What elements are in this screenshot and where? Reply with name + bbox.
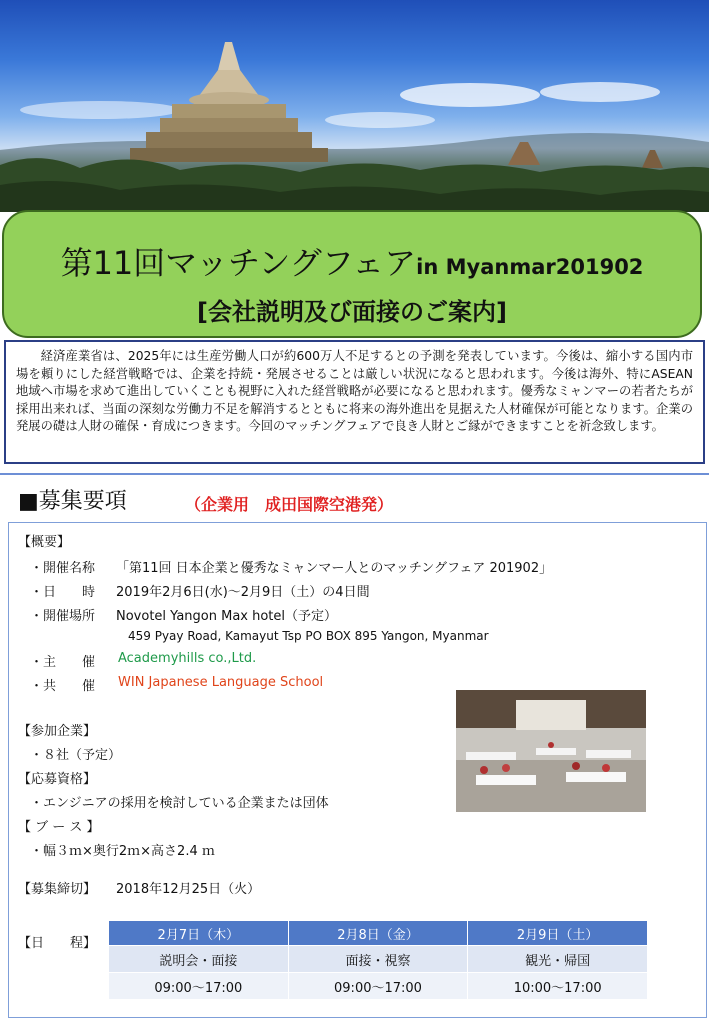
- eligibility-label: 【応募資格】: [18, 772, 97, 787]
- schedule-label: 【日 程】: [18, 936, 97, 951]
- title-main-text: 第11回マッチングフェア: [60, 244, 417, 282]
- title-suffix-text: in Myanmar201902: [416, 255, 644, 279]
- section-heading: ■募集要項: [18, 489, 127, 514]
- event-name-value: 「第11回 日本企業と優秀なミャンマー人とのマッチングフェア 201902」: [116, 561, 553, 576]
- pagoda-landscape-illustration: [0, 0, 709, 212]
- schedule-activity-3: 観光・帰国: [468, 946, 648, 973]
- overview-label: 【概要】: [18, 535, 71, 550]
- deadline-label: 【募集締切】: [18, 882, 97, 897]
- intro-paragraph: 経済産業省は、2025年には生産労働人口が約600万人不足するとの予測を発表しています。今後は、縮小する国内市場を頼りにした経営戦略では、企業を持続・発展させることは厳しい状況になると思われます。今後は海外、特にASEAN地域へ市場を求めて進出していくことも視野に入れた経営戦略が必要になると思われます。優秀なミャンマーの若者たちが採用出来れば、当面の深刻な労働力不足を解消するとともに将来の海外進出を見据えた人材確保が可能となります。企業の発展の礎は人財の確保・育成につきます。今回のマッチングフェアで良き人財とご縁ができますことを祈念致します。: [4, 340, 705, 464]
- deadline-value: 2018年12月25日（火）: [116, 882, 261, 897]
- event-hall-illustration: [456, 690, 646, 812]
- host-label: ・主 催: [30, 655, 96, 670]
- participants-label: 【参加企業】: [18, 724, 97, 739]
- cohost-label: ・共 催: [30, 679, 96, 694]
- schedule-header-row: [109, 921, 648, 946]
- event-date-value: 2019年2月6日(水)～2月9日（土）の4日間: [116, 585, 370, 600]
- venue-value: Novotel Yangon Max hotel（予定）: [116, 609, 338, 624]
- schedule-day-2: 2月8日（金）: [288, 921, 468, 946]
- schedule-table: [108, 920, 648, 1000]
- section-divider: [0, 473, 709, 475]
- eligibility-value: ・エンジニアの採用を検討している企業または団体: [30, 796, 329, 811]
- booth-label: 【 ブ ー ス 】: [18, 820, 100, 835]
- schedule-day-1: 2月7日（木）: [109, 921, 289, 946]
- schedule-time-3: 10:00～17:00: [468, 973, 648, 1000]
- title-box: [2, 210, 702, 338]
- booth-value: ・幅３ｍ×奥行2ｍ×高さ2.4 ｍ: [30, 844, 215, 859]
- event-name-label: ・開催名称: [30, 561, 96, 576]
- schedule-time-2: 09:00～17:00: [288, 973, 468, 1000]
- venue-label: ・開催場所: [30, 609, 96, 624]
- schedule-time-row: [109, 973, 648, 1000]
- participants-value: ・８社（予定）: [30, 748, 122, 763]
- header-banner-image: [0, 0, 709, 212]
- host-value: Academyhills co.,Ltd.: [118, 651, 257, 666]
- schedule-activity-2: 面接・視察: [288, 946, 468, 973]
- event-hall-photo: [456, 690, 646, 812]
- schedule-activity-row: [109, 946, 648, 973]
- section-note: （企業用 成田国際空港発）: [185, 495, 394, 514]
- page-title: [4, 238, 700, 284]
- event-date-label: ・日 時: [30, 585, 96, 600]
- cohost-value: WIN Japanese Language School: [118, 675, 324, 690]
- schedule-day-3: 2月9日（土）: [468, 921, 648, 946]
- schedule-activity-1: 説明会・面接: [109, 946, 289, 973]
- venue-address: 459 Pyay Road, Kamayut Tsp PO BOX 895 Yangon, Myanmar: [128, 629, 489, 643]
- schedule-time-1: 09:00～17:00: [109, 973, 289, 1000]
- page-subtitle: [会社説明及び面接のご案内]: [197, 298, 507, 326]
